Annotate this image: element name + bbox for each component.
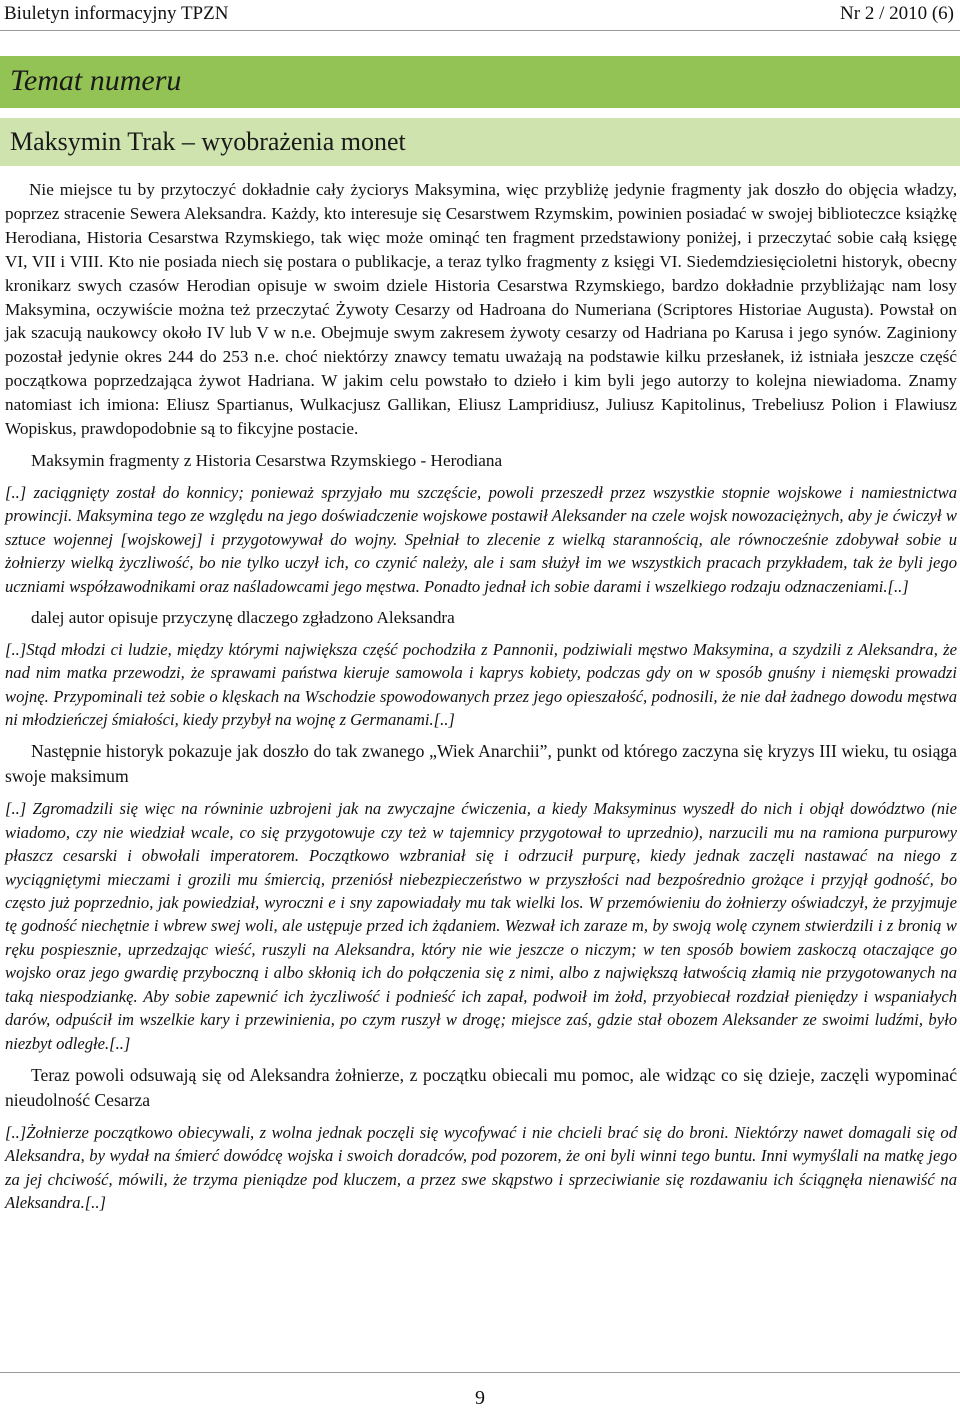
quote-paragraph-2: [..]Stąd młodzi ci ludzie, między którymi największa część pochodziła z Pannonii, podziwiali męstwo Maksymina, a szydzili z Aleksandra, że nad nim matka przewodzi, że sprawami państwa kieruje samowola i kaprys kobiety, podczas gdy on w sposób gnuśny i niemęski prowadzi wojnę. Przypominali też sobie o klęskach na Wschodzie spowodowanych przez jego opieszałość, podnosili, że nie dał żadnego dowodu męstwa ni młodzieńczej śmiałości, kiedy przybył na wojnę z Germanami.[..]	[5, 639, 957, 730]
page-footer	[0, 1372, 960, 1413]
intro-paragraph: Nie miejsce tu by przytoczyć dokładnie cały życiorys Maksymina, więc przybliżę jedynie fragmenty jak doszło do objęcia władzy, poprzez stracenie Sewera Aleksandra. Każdy, kto interesuje się Cesarstwem Rzymskim, powinien posiadać w swojej biblioteczce książkę Herodiana, Historia Cesarstwa Rzymskiego, tak więc może ominąć ten fragment przedstawiony poniżej, i przeczytać sobie całą księgę VI, VII i VIII. Kto nie posiada niech się postara o publikacje, a teraz tylko fragmenty z księgi VI. Siedemdziesięcioletni historyk, obecny kronikarz swych czasów Herodian opisuje w swoim dziele Historia Cesarstwa Rzymskiego, bardzo dokładnie przybliżając nam losy Maksymina, oczywiście można też przeczytać Żywoty Cesarzy od Hadroana do Numeriana (Scriptores Historiae Augusta). Powstał on jak szacują naukowcy około IV lub V w n.e. Obejmuje swym zakresem żywoty cesarzy od Hadriana po Karusa i jego synów. Zaginiony pozostał jedynie okres 244 do 253 n.e. choć niektórzy znawcy tematu uważają na podstawie kilku przesłanek, iż istniała jeszcze część początkowa poprzedzająca żywot Hadriana. W jakim celu powstało to dzieło i kim byli jego autorzy to kolejna niewiadoma. Znamy natomiast ich imiona: Eliusz Spartianus, Wulkacjusz Gallikan, Eliusz Lampridiusz, Juliusz Kapitolinus, Trebeliusz Polion i Flawiusz Wopiskus, prawdopodobnie są to fikcyjne postacie.	[5, 180, 957, 439]
subheading-anarchy: Następnie historyk pokazuje jak doszło do tak zwanego „Wiek Anarchii”, punkt od którego zaczyna się kryzys III wieku, tu osiąga swoje maksimum	[5, 741, 957, 787]
section-banner	[0, 56, 960, 108]
quote-paragraph-4: [..]Żołnierze początkowo obiecywali, z wolna jednak poczęli się wycofywać i nie chcieli brać się do broni. Niektórzy nawet domagali się od Aleksandra, by wydał na śmierć dowódcę wojska i swoich doradców, pod pozorem, że oni byli winni tego buntu. Inni wymyślali na matkę jego za jej chciwość, mówili, że trzyma pieniądze pod kluczem, a przez swe skąpstwo i sprzeciwianie się rozdawaniu ich ściągnęła nienawiść na Aleksandra.[..]	[5, 1122, 957, 1213]
quote-paragraph-3: [..] Zgromadzili się więc na równinie uzbrojeni jak na zwyczajne ćwiczenia, a kiedy Maksyminus wyszedł do nich i objął dowództwo (nie wiadomo, czy nie wiedział wcale, co się przygotowuje czy też w tajemnicy przygotował to uprzednio), narzucili mu na ramiona purpurowy płaszcz cesarski i obwołali imperatorem. Początkowo wzbraniał się i odrzucił purpurę, kiedy jednak zaczęli nastawać na niego z wyciągniętymi mieczami i grozili mu śmiercią, przeniósł niebezpieczeństwo w przyszłości nad bezpośrednio grożące i przyjął godność, bo często już poprzednio, jak powiedział, wyroczni e i sny zapowiadały mu tak wielki los. W przemówieniu do żołnierzy oświadczył, że przyjmuje tę godność niechętnie i wbrew swej woli, ale ustępuje przed ich żądaniem. Wezwał ich zaraze m, by swoją wolę czynem stwierdzili i z bronią w ręku pospiesznie, uprzedzając wieść, ruszyli na Aleksandra, który nie wie jeszcze o niczym; w ten sposób bowiem zaskoczą otaczające go wojsko oraz jego gwardię przyboczną i albo skłonią ich do połączenia się z nimi, albo z największą łatwością złamią nie przygotowanych na taką niespodziankę. Aby sobie zapewnić ich życzliwość i podnieść ich zapał, podwoił im żołd, przyobiecał rozdział pieniędzy i wspaniałych darów, odpuścił im wszelkie kary i przewinienia, po czym ruszył w drogę; miejsce zaś, gdzie stał obozem Aleksander ze swoimi ludźmi, było niezbyt odległe.[..]	[5, 799, 957, 1053]
article-body	[5, 178, 957, 1223]
article-title: Maksymin Trak – wyobrażenia monet	[10, 127, 406, 156]
subheading-cause: dalej autor opisuje przyczynę dlaczego zgładzono Aleksandra	[31, 607, 455, 627]
page-header	[0, 0, 960, 31]
subheading-soldiers: Teraz powoli odsuwają się od Aleksandra żołnierze, z początku obiecali mu pomoc, ale widząc co się dzieje, zaczęli wypominać nieudolność Cesarza	[5, 1064, 957, 1110]
quote-paragraph-1: [..] zaciągnięty został do konnicy; ponieważ sprzyjało mu szczęście, powoli przeszedł przez wszystkie stopnie wojskowe i namiestnictwa prowincji. Maksymina tego ze względu na jego doświadczenie wojskowe postawił Aleksander na czele wojsk nowozaciężnych, aby je ćwiczył w sztuce wojennej [wojskowej] i przygotowywał do wojny. Spełniał to zlecenie z wielką starannością, ale równocześnie zdobywał sobie u żołnierzy wielką życzliwość, bo nie tylko uczył ich, co czynić należy, ale i sam służył im we wszystkich pracach przykładem, tak że byli jego uczniami współzawodnikami oraz naśladowcami jego męstwa. Ponadto jednał ich sobie darami i wszelkiego rodzaju odznaczeniami.[..]	[5, 482, 957, 596]
publication-title: Biuletyn informacyjny TPZN	[4, 3, 229, 24]
section-title: Temat numeru	[10, 64, 182, 97]
page-number: 9	[475, 1387, 485, 1409]
subheading-fragments: Maksymin fragmenty z Historia Cesarstwa Rzymskiego - Herodiana	[31, 450, 503, 470]
issue-number: Nr 2 / 2010 (6)	[840, 3, 954, 24]
article-banner	[0, 118, 960, 166]
